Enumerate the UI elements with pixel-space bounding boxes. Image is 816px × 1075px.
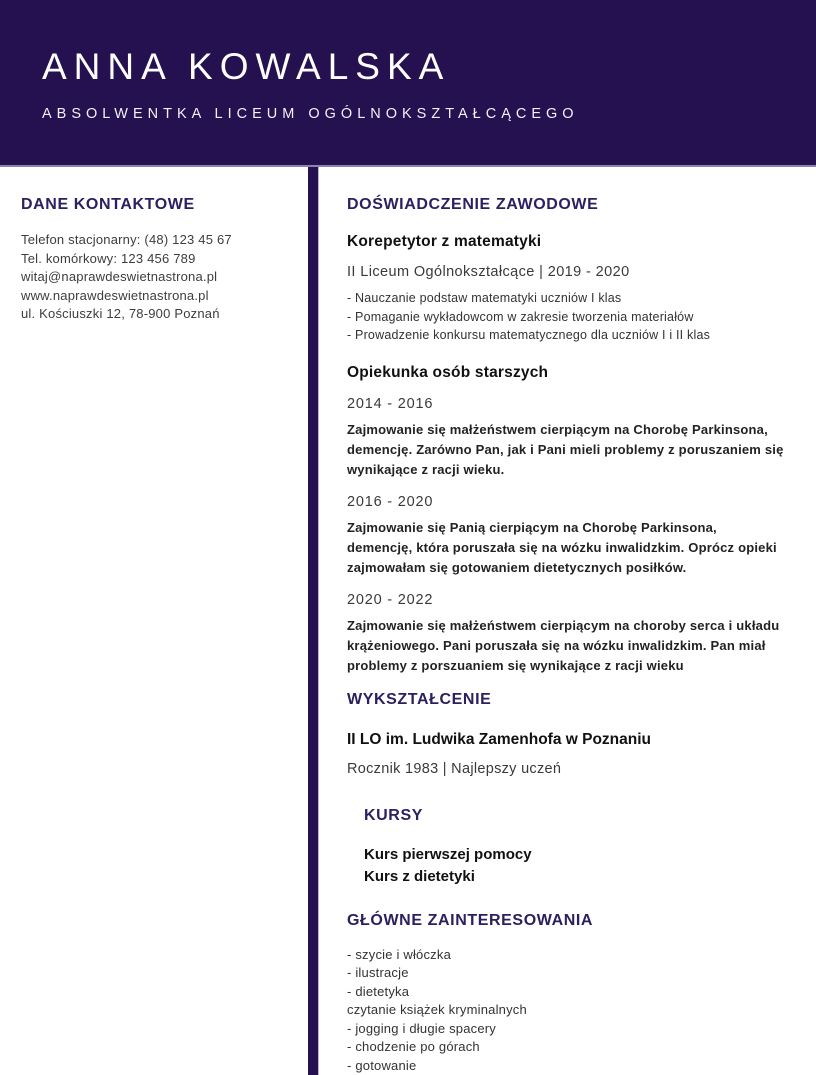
interest-item: - ilustracje <box>347 964 786 983</box>
job-period <box>347 396 786 480</box>
interest-item: - jogging i długie spacery <box>347 1020 786 1039</box>
contact-column <box>0 167 308 1075</box>
courses-section <box>347 807 786 888</box>
content-column <box>319 167 816 1075</box>
course-item: Kurs pierwszej pomocy <box>364 844 786 866</box>
contact-heading: DANE KONTAKTOWE <box>21 196 296 214</box>
job-bullet: - Nauczanie podstaw matematyki uczniów I klas <box>347 289 786 308</box>
interest-item: - dietetyka <box>347 983 786 1002</box>
job-bullet: - Prowadzenie konkursu matematycznego dla uczniów I i II klas <box>347 326 786 345</box>
contact-line-email: witaj@naprawdeswietnastrona.pl <box>21 268 296 287</box>
education-meta: Rocznik 1983 | Najlepszy uczeń <box>347 761 786 777</box>
person-subtitle: ABSOLWENTKA LICEUM OGÓLNOKSZTAŁCĄCEGO <box>42 106 816 122</box>
interest-items <box>347 946 786 1075</box>
job-bullet: - Pomaganie wykładowcom w zakresie tworzenia materiałów <box>347 308 786 327</box>
interest-item: - szycie i włóczka <box>347 946 786 965</box>
contact-lines <box>21 231 296 324</box>
course-item: Kurs z dietetyki <box>364 866 786 888</box>
vertical-divider <box>308 167 319 1075</box>
header-band <box>0 0 816 167</box>
job-period <box>347 592 786 676</box>
period-description: Zajmowanie się małżeństwem cierpiącym na choroby serca i układu krążeniowego. Pani poruszała się na wózku inwalidzkim. Pan miał problemy z porszuaniem się wynikające z racji wieku <box>347 616 786 676</box>
education-heading: WYKSZTAŁCENIE <box>347 691 786 709</box>
contact-line-mobile: Tel. komórkowy: 123 456 789 <box>21 250 296 269</box>
contact-line-website: www.naprawdeswietnastrona.pl <box>21 287 296 306</box>
experience-heading: DOŚWIADCZENIE ZAWODOWE <box>347 196 786 214</box>
period-dates: 2016 - 2020 <box>347 494 786 510</box>
period-description: Zajmowanie się Panią cierpiącym na Chorobę Parkinsona, demencję, która poruszała się na wózku inwalidzkim. Oprócz opieki zajmowałam się gotowaniem dietetycznych posiłków. <box>347 518 786 578</box>
job-title: Korepetytor z matematyki <box>347 233 786 251</box>
period-description: Zajmowanie się małżeństwem cierpiącym na Chorobę Parkinsona, demencję. Zarówno Pan, jak i Pani mieli problemy z poruszaniem się wynikające z racji wieku. <box>347 420 786 480</box>
main-columns <box>0 167 816 1075</box>
courses-heading: KURSY <box>364 807 786 825</box>
period-dates: 2014 - 2016 <box>347 396 786 412</box>
job-title: Opiekunka osób starszych <box>347 364 786 382</box>
person-name: ANNA KOWALSKA <box>42 46 816 88</box>
job-entry <box>347 364 786 676</box>
interest-item: czytanie książek kryminalnych <box>347 1001 786 1020</box>
job-bullets <box>347 289 786 345</box>
contact-line-address: ul. Kościuszki 12, 78-900 Poznań <box>21 305 296 324</box>
education-school: II LO im. Ludwika Zamenhofa w Poznaniu <box>347 731 786 749</box>
interest-item: - gotowanie <box>347 1057 786 1075</box>
job-entry <box>347 233 786 345</box>
job-period <box>347 494 786 578</box>
course-items <box>364 844 786 888</box>
contact-line-landline: Telefon stacjonarny: (48) 123 45 67 <box>21 231 296 250</box>
job-meta: II Liceum Ogólnokształcące | 2019 - 2020 <box>347 264 786 280</box>
interests-heading: GŁÓWNE ZAINTERESOWANIA <box>347 912 786 930</box>
period-dates: 2020 - 2022 <box>347 592 786 608</box>
interest-item: - chodzenie po górach <box>347 1038 786 1057</box>
